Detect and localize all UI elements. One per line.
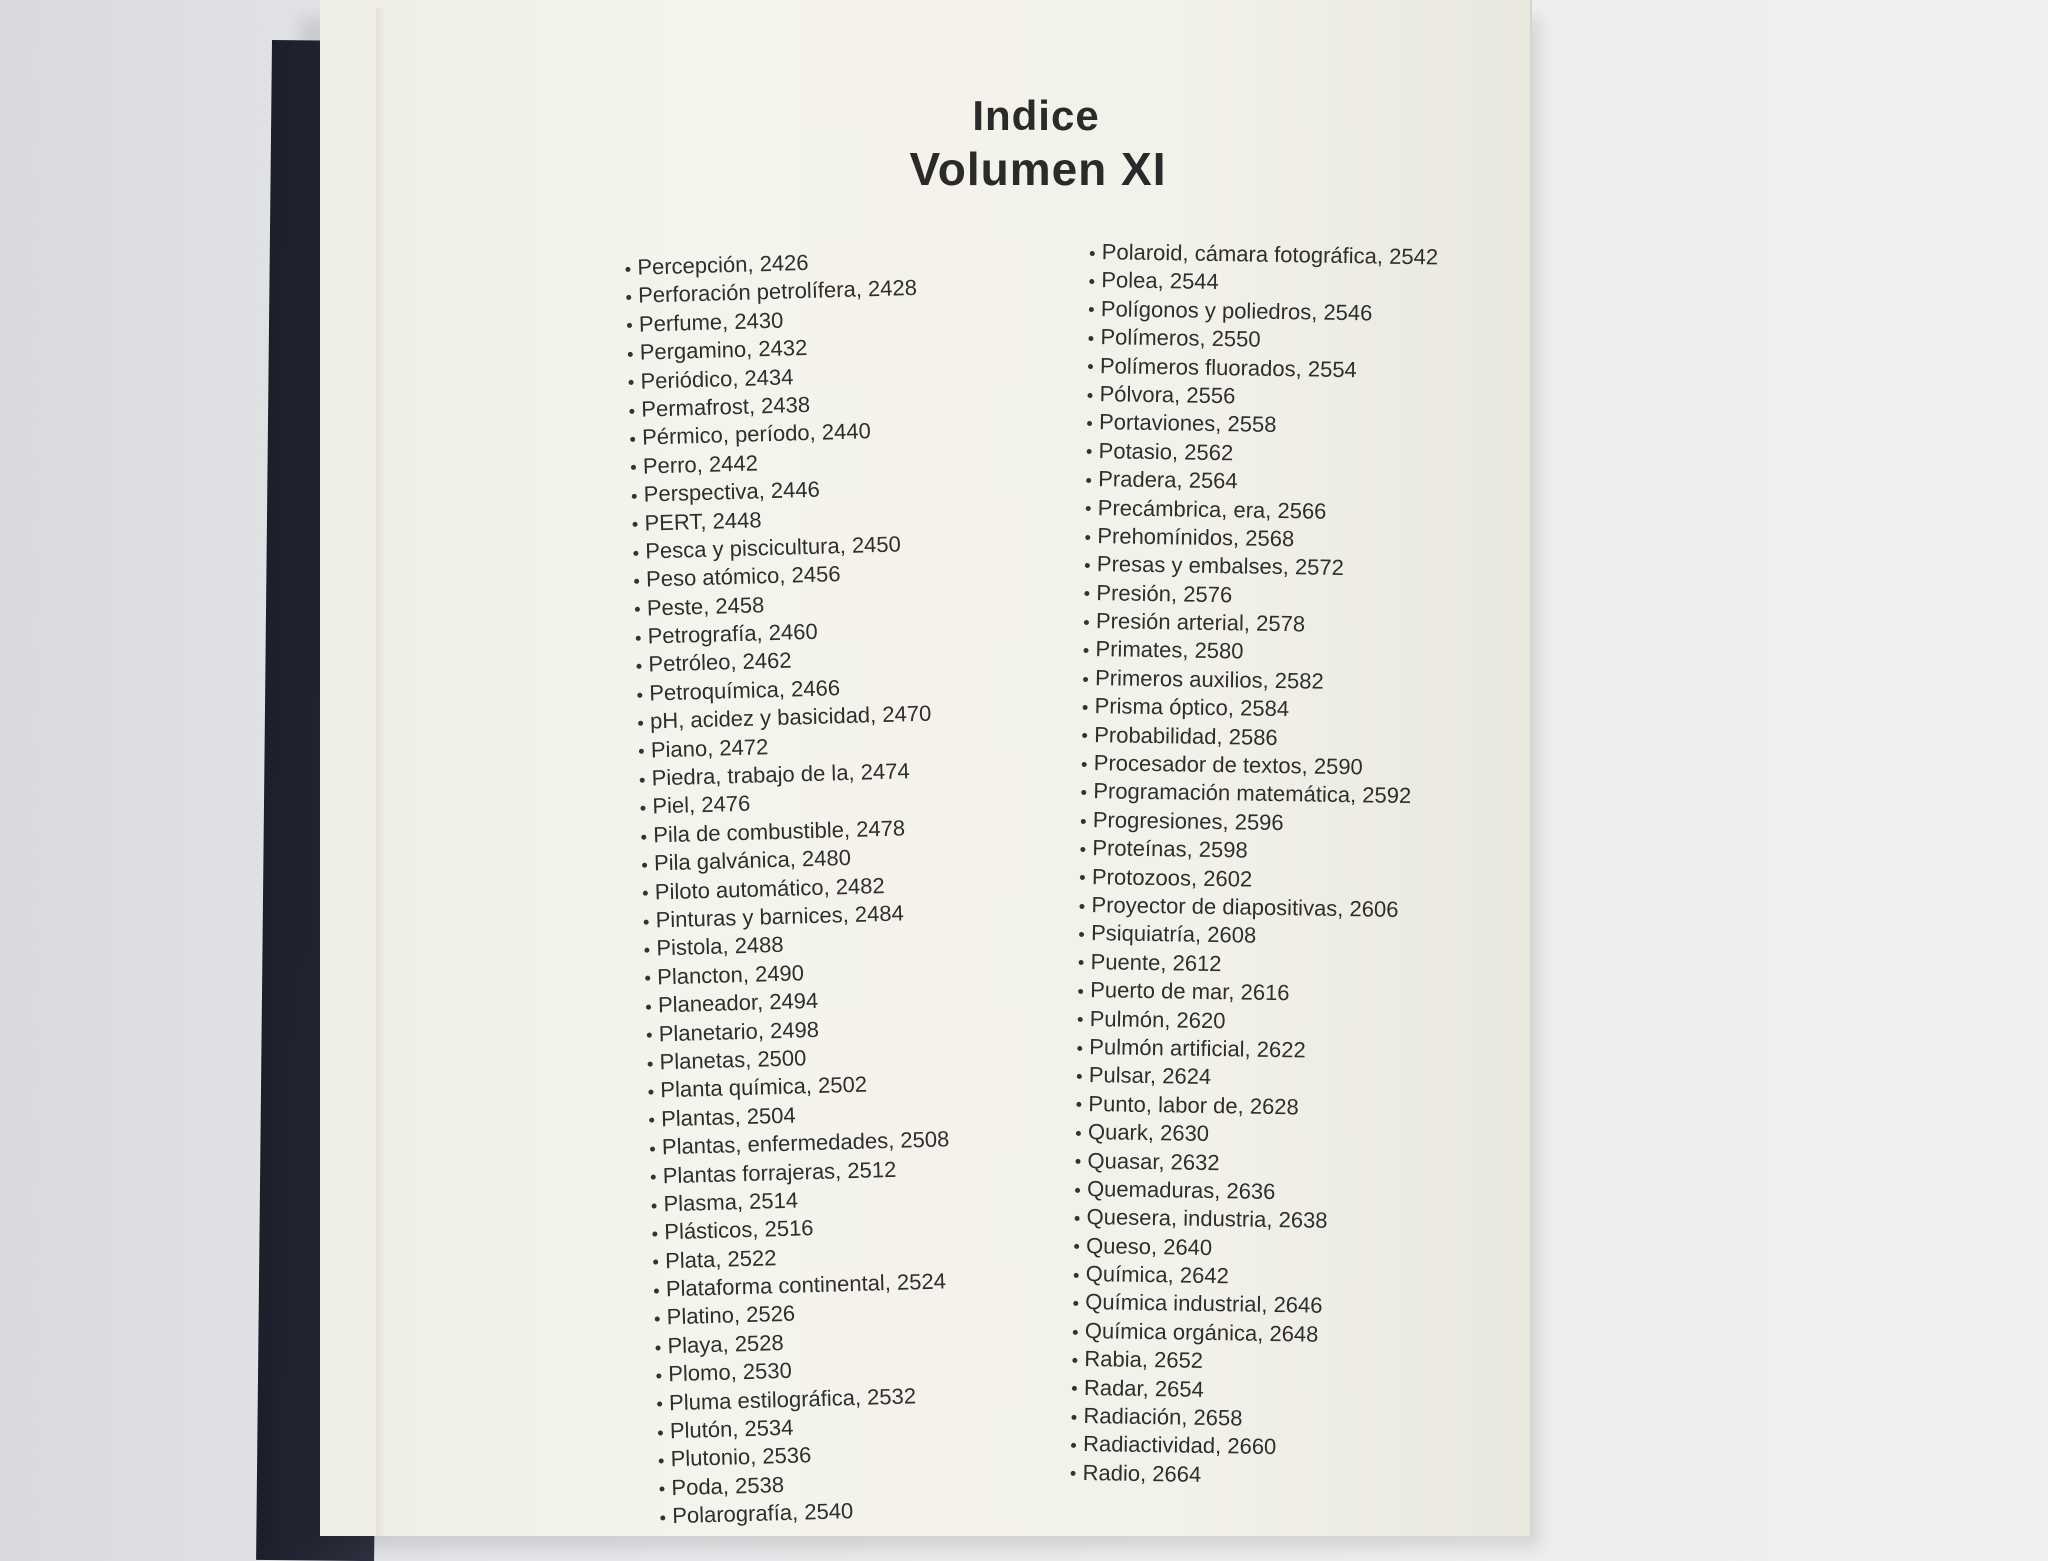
index-entry: Presión, 2576: [1084, 579, 1433, 613]
index-entry: Planta química, 2502: [648, 1069, 948, 1106]
index-entry: Polea, 2544: [1089, 266, 1438, 300]
index-entry: Plutonio, 2536: [658, 1438, 958, 1475]
index-entry: Probabilidad, 2586: [1082, 721, 1431, 755]
index-entry: Programación matemática, 2592: [1081, 777, 1430, 811]
index-entry: Playa, 2528: [655, 1324, 955, 1361]
index-entry: Quemaduras, 2636: [1075, 1175, 1424, 1209]
index-entry: Perforación petrolífera, 2428: [626, 274, 926, 311]
index-entry: Quasar, 2632: [1075, 1146, 1424, 1180]
index-entry: Proteínas, 2598: [1080, 834, 1429, 868]
index-entry: Piloto automático, 2482: [642, 870, 942, 907]
index-entry: Polígonos y poliedros, 2546: [1089, 295, 1438, 329]
index-entry: Plataforma continental, 2524: [654, 1267, 954, 1304]
index-entry: Química, 2642: [1074, 1260, 1423, 1294]
index-entry: Peso atómico, 2456: [634, 558, 934, 595]
index-entry: Pradera, 2564: [1086, 465, 1435, 499]
index-entry: Precámbrica, era, 2566: [1086, 493, 1435, 527]
index-entry: Radio, 2664: [1070, 1459, 1419, 1493]
index-entry: Perspectiva, 2446: [631, 473, 931, 510]
index-entry: Prisma óptico, 2584: [1082, 692, 1431, 726]
index-entry: Puente, 2612: [1078, 948, 1427, 982]
index-entry: Pulmón, 2620: [1078, 1004, 1427, 1038]
index-entry: Química industrial, 2646: [1073, 1288, 1422, 1322]
index-entry: Puerto de mar, 2616: [1078, 976, 1427, 1010]
index-entry: Radiactividad, 2660: [1071, 1430, 1420, 1464]
index-entry: Perro, 2442: [631, 444, 931, 481]
index-entry: Portaviones, 2558: [1087, 408, 1436, 442]
index-entry: Pistola, 2488: [644, 927, 944, 964]
index-entry: Piano, 2472: [638, 728, 938, 765]
index-entry: Prehomínidos, 2568: [1085, 522, 1434, 556]
index-entry: Protozoos, 2602: [1080, 863, 1429, 897]
index-entry: pH, acidez y basicidad, 2470: [638, 700, 938, 737]
index-entry: PERT, 2448: [632, 501, 932, 538]
index-entry: Planeador, 2494: [646, 984, 946, 1021]
index-entry: Petroquímica, 2466: [637, 671, 937, 708]
index-entry: Procesador de textos, 2590: [1082, 749, 1431, 783]
index-entry: Punto, labor de, 2628: [1076, 1090, 1425, 1124]
index-entry: Rabia, 2652: [1072, 1345, 1421, 1379]
index-entry: Plásticos, 2516: [652, 1211, 952, 1248]
index-entry: Pila galvánica, 2480: [642, 842, 942, 879]
index-entry: Queso, 2640: [1074, 1232, 1423, 1266]
index-entry: Piedra, trabajo de la, 2474: [639, 756, 939, 793]
index-entry: Pluma estilográfica, 2532: [657, 1381, 957, 1418]
page-edge: [376, 8, 386, 1536]
index-entry: Planetario, 2498: [646, 1012, 946, 1049]
index-entry: Poda, 2538: [659, 1466, 959, 1503]
index-entry: Plantas, 2504: [649, 1097, 949, 1134]
index-entry: Potasio, 2562: [1086, 437, 1435, 471]
index-entry: Pinturas y barnices, 2484: [643, 898, 943, 935]
index-entry: Petrografía, 2460: [635, 615, 935, 652]
index-entry: Pila de combustible, 2478: [641, 813, 941, 850]
index-entry: Periódico, 2434: [628, 359, 928, 396]
index-column-right: [1070, 238, 1438, 1493]
index-entry: Plata, 2522: [653, 1239, 953, 1276]
index-entry: Pulmón artificial, 2622: [1077, 1033, 1426, 1067]
index-entry: Radar, 2654: [1072, 1373, 1421, 1407]
index-entry: Polarografía, 2540: [660, 1494, 960, 1531]
index-entry: Polaroid, cámara fotográfica, 2542: [1090, 238, 1439, 272]
index-entry: Pulsar, 2624: [1077, 1061, 1426, 1095]
index-entry: Peste, 2458: [635, 586, 935, 623]
index-entry: Piel, 2476: [640, 785, 940, 822]
index-entry: Plutón, 2534: [658, 1409, 958, 1446]
index-entry: Progresiones, 2596: [1081, 806, 1430, 840]
index-entry: Pesca y piscicultura, 2450: [633, 529, 933, 566]
index-title: Indice: [972, 92, 1100, 139]
index-entry: Quark, 2630: [1076, 1118, 1425, 1152]
index-entry: Pérmico, período, 2440: [630, 416, 930, 453]
index-entry: Platino, 2526: [654, 1296, 954, 1333]
index-entry: Plancton, 2490: [645, 955, 945, 992]
index-entry: Petróleo, 2462: [636, 643, 936, 680]
index-entry: Plasma, 2514: [651, 1182, 951, 1219]
index-entry: Polímeros fluorados, 2554: [1088, 352, 1437, 386]
index-entry: Pergamino, 2432: [627, 331, 927, 368]
index-entry: Psiquiatría, 2608: [1079, 919, 1428, 953]
index-entry: Permafrost, 2438: [629, 388, 929, 425]
index-entry: Presión arterial, 2578: [1084, 607, 1433, 641]
index-entry: Pólvora, 2556: [1087, 380, 1436, 414]
index-entry: Plantas forrajeras, 2512: [650, 1154, 950, 1191]
index-entry: Presas y embalses, 2572: [1085, 550, 1434, 584]
index-column-left: [625, 246, 960, 1531]
index-entry: Perfume, 2430: [627, 302, 927, 339]
index-entry: Proyector de diapositivas, 2606: [1079, 891, 1428, 925]
index-entry: Radiación, 2658: [1071, 1402, 1420, 1436]
index-entry: Plomo, 2530: [656, 1352, 956, 1389]
index-entry: Química orgánica, 2648: [1073, 1317, 1422, 1351]
index-entry: Planetas, 2500: [647, 1040, 947, 1077]
index-entry: Plantas, enfermedades, 2508: [650, 1125, 950, 1162]
index-entry: Percepción, 2426: [625, 246, 925, 283]
index-entry: Primates, 2580: [1083, 635, 1432, 669]
index-entry: Polímeros, 2550: [1088, 323, 1437, 357]
index-entry: Quesera, industria, 2638: [1074, 1203, 1423, 1237]
index-entry: Primeros auxilios, 2582: [1083, 664, 1432, 698]
volume-title: Volumen XI: [909, 143, 1167, 195]
